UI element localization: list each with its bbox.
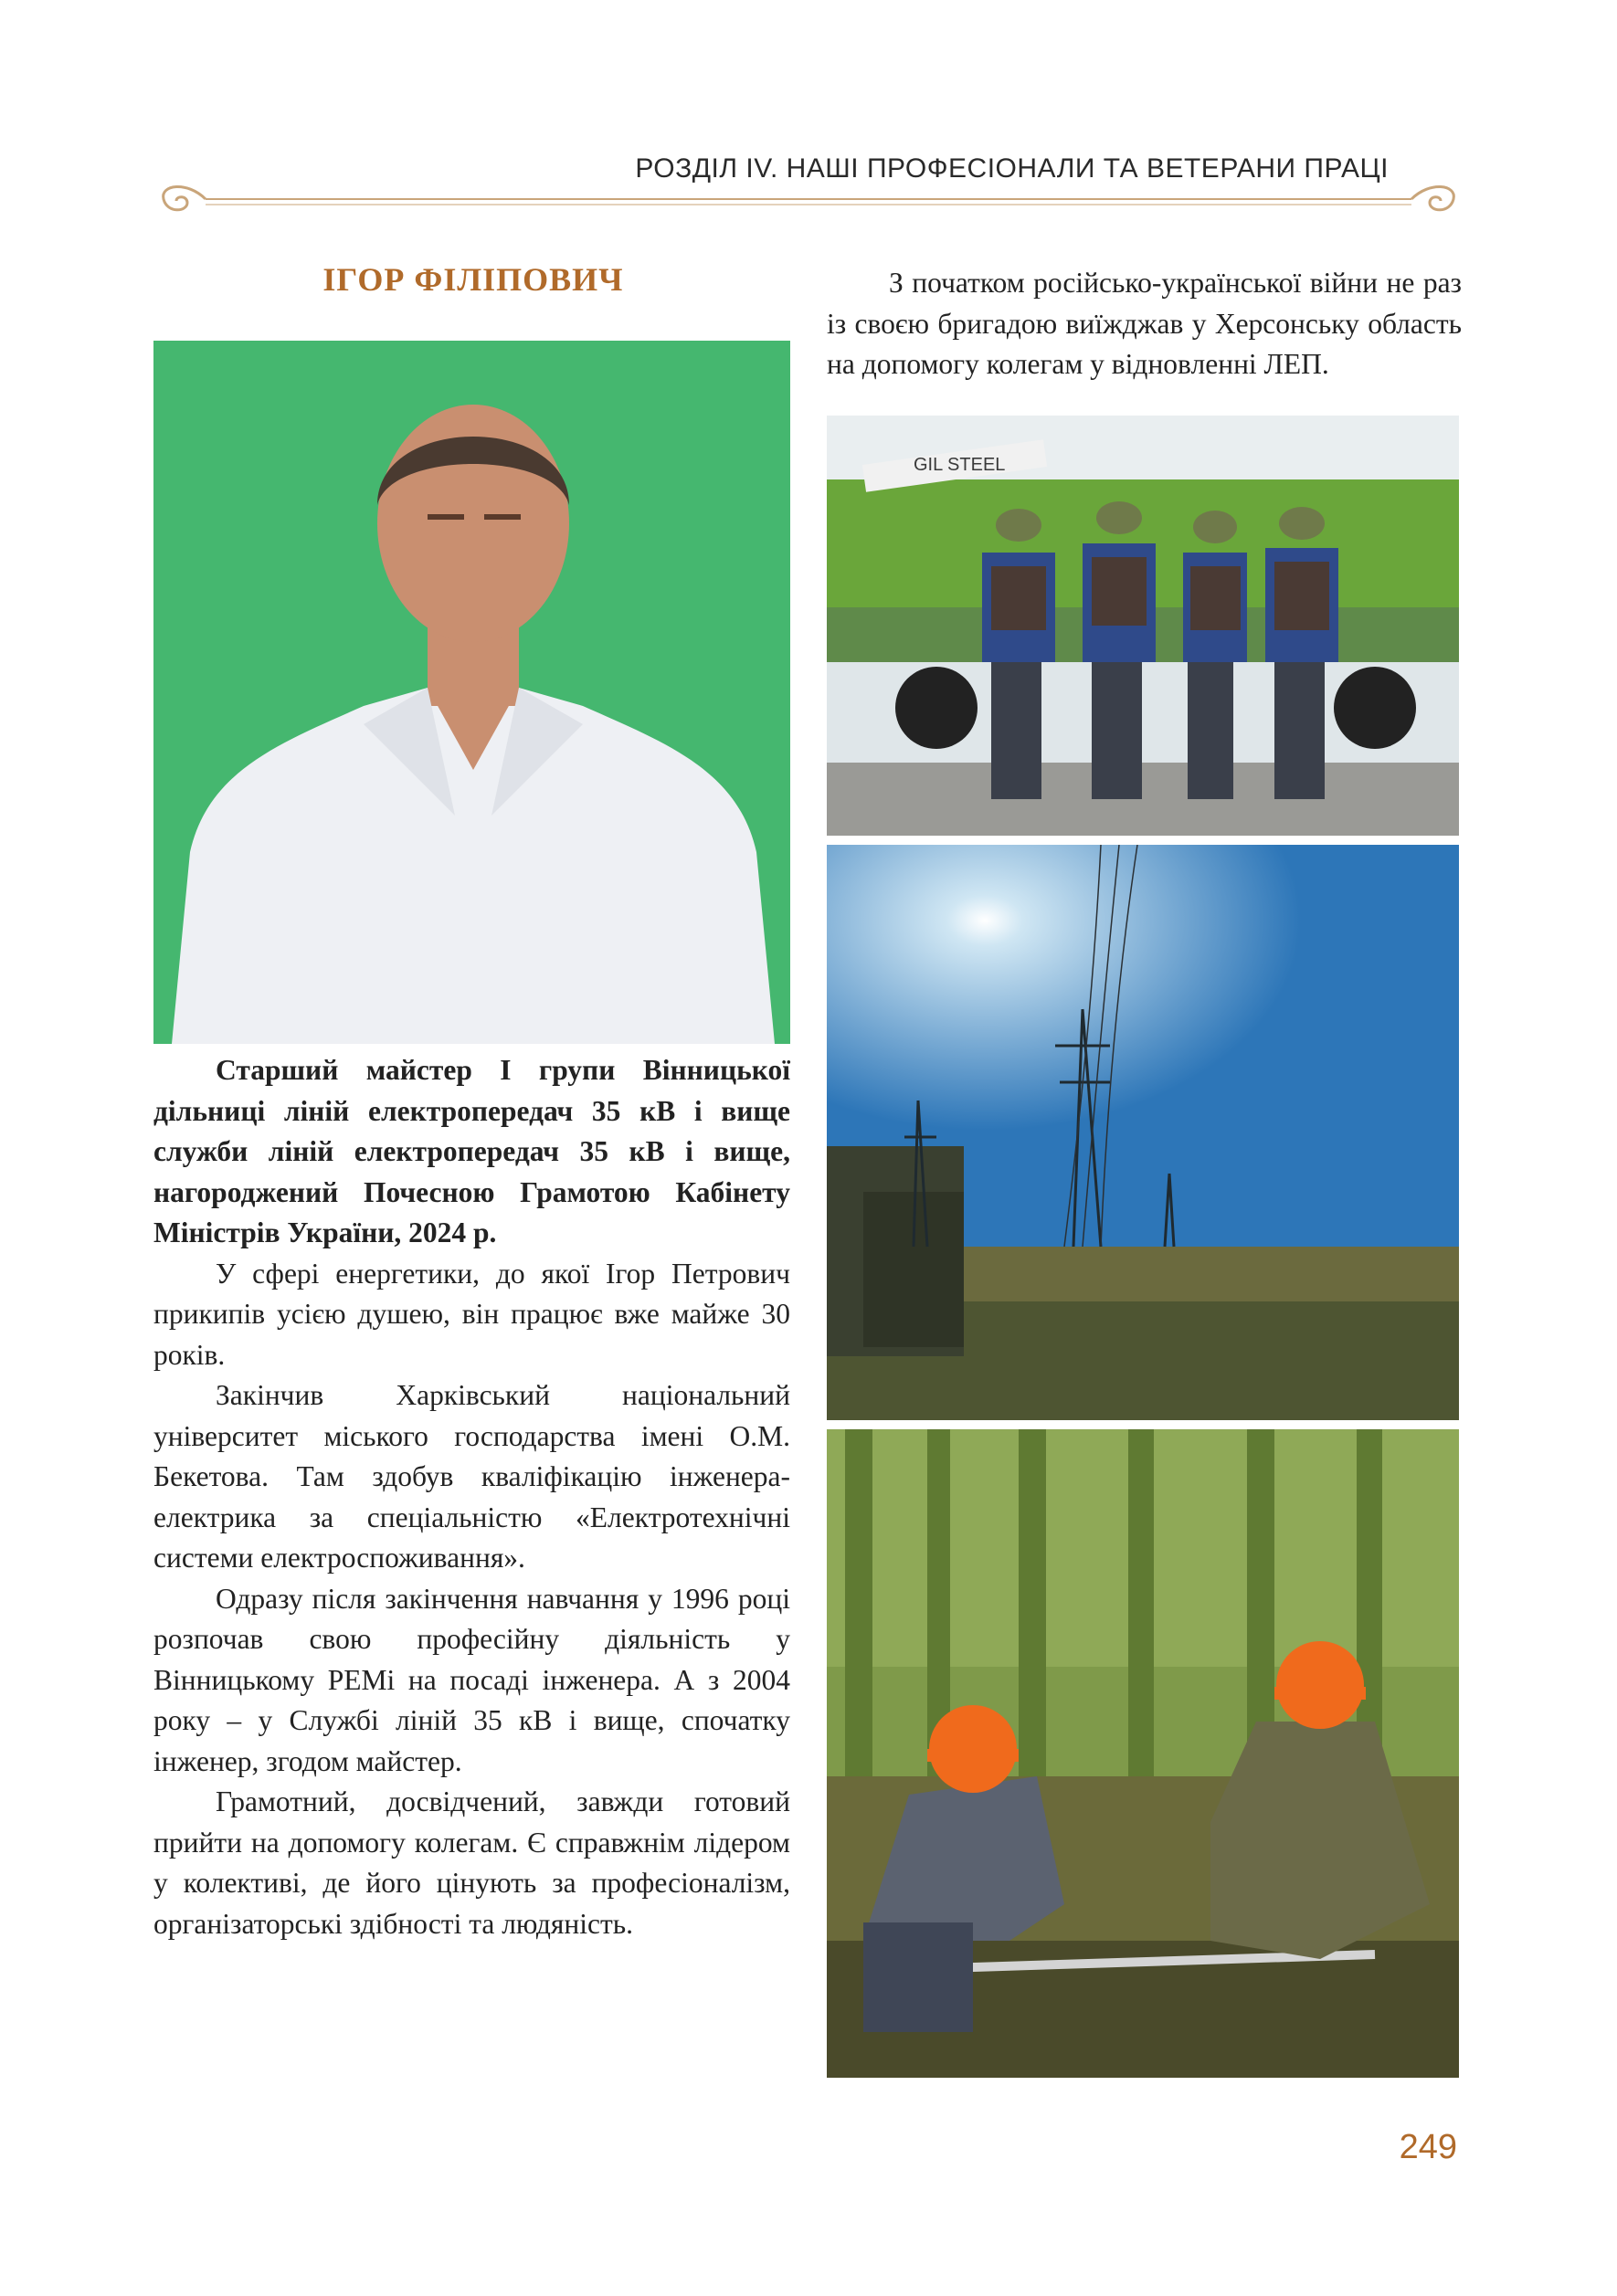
section-title: РОЗДІЛ IV. НАШІ ПРОФЕСІОНАЛИ ТА ВЕТЕРАНИ ПРАЦІ	[635, 153, 1389, 184]
body-paragraph: З початком російсько-української війни не раз із своєю бригадою виїжджав у Херсонську область на допомогу колегам у відновленні ЛЕП.	[827, 267, 1462, 380]
ornamental-header-rule	[151, 172, 1466, 226]
body-paragraph: Грамотний, досвідчений, завжди готовий прийти на допомогу колегам. Є справжнім лідером у колективі, де його цінують за професіоналізм, організаторські здібності та людяність.	[153, 1785, 790, 1940]
person-name: ІГОР ФІЛІПОВИЧ	[322, 261, 624, 298]
lead-paragraph: Старший майстер І групи Вінницької дільниці ліній електропередач 35 кВ і вище служби ліній електропередач 35 кВ і вище, нагороджений Почесною Грамотою Кабінету Міністрів України, 2024 р.	[153, 1054, 790, 1248]
page-number: 249	[1399, 2128, 1457, 2166]
portrait-photo	[153, 341, 790, 1044]
right-column-text	[827, 263, 1462, 385]
left-column-text	[153, 1050, 790, 1944]
workers-photo	[827, 1429, 1459, 2078]
body-paragraph: Закінчив Харківський національний університет міського господарства імені О.М. Бекетова. Там здобув кваліфікацію інженера-електрика за спеціальністю «Електротехнічні системи електроспоживання».	[153, 1379, 790, 1574]
body-paragraph: У сфері енергетики, до якої Ігор Петрович прикипів усією душею, він працює вже майже 30 років.	[153, 1257, 790, 1371]
brigade-photo	[827, 416, 1459, 836]
truck-brand-label: GIL STEEL	[914, 455, 1006, 475]
power-lines-photo	[827, 845, 1459, 1420]
body-paragraph: Одразу після закінчення навчання у 1996 році розпочав свою професійну діяльність у Вінницькому РЕМі на посаді інженера. А з 2004 року – у Службі ліній 35 кВ і вище, спочатку інженер, згодом майстер.	[153, 1582, 790, 1777]
